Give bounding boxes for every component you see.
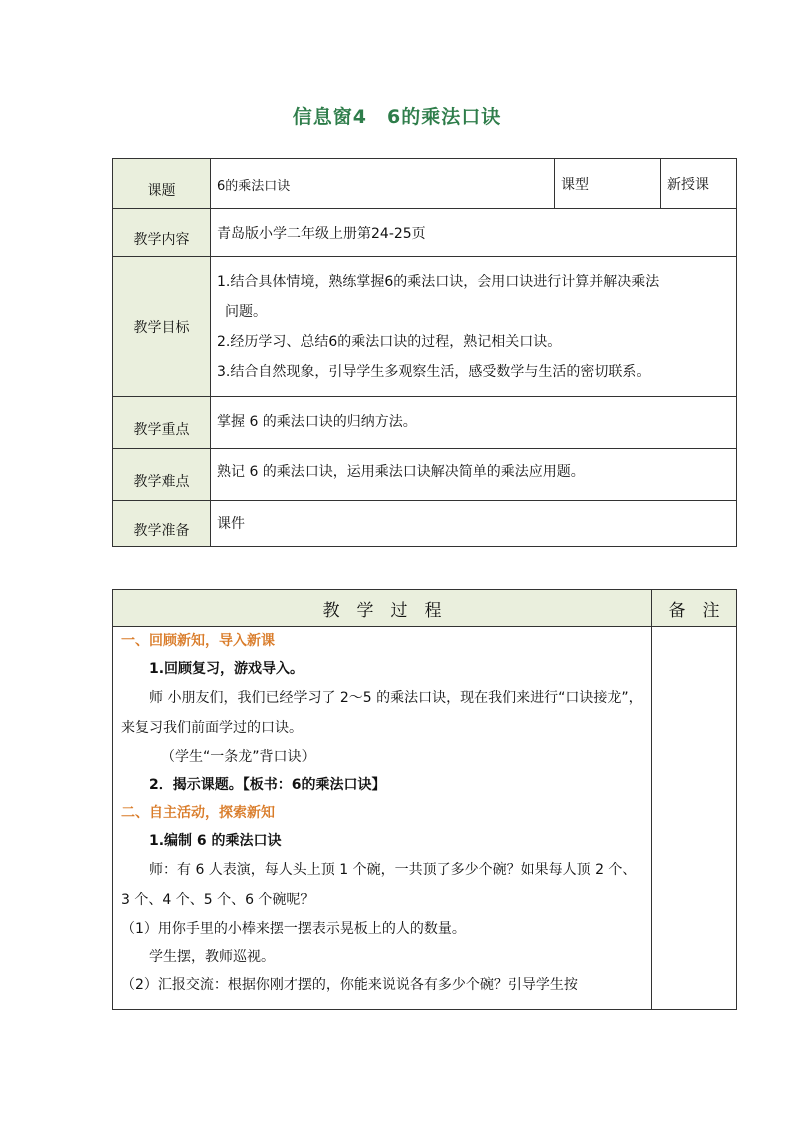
goal-line-1-cont: 问题。: [225, 303, 267, 320]
s1-step-1: 1.回顾复习，游戏导入。: [149, 661, 305, 677]
goals-label: 教学目标: [133, 319, 190, 336]
key-value: 掌握 6 的乘法口诀的归纳方法。: [211, 397, 737, 449]
process-header: 教 学 过 程: [113, 590, 652, 627]
content-label: 教学内容: [133, 231, 190, 248]
key-label: 教学重点: [133, 421, 190, 438]
s1-step-2: 2．揭示课题。【板书：6的乘法口诀】: [149, 777, 386, 793]
goals-cell: [211, 257, 737, 397]
goals-label-cell: [113, 257, 211, 397]
notes-header: 备 注: [652, 590, 737, 627]
page-title: 信息窗4 6的乘法口诀: [292, 106, 502, 128]
s2-teacher-text: 师：有 6 人表演，每人头上顶 1 个碗，一共顶了多少个碗？如果每人顶 2 个、3 个、4 个、5 个、6 个碗呢？: [121, 862, 637, 908]
difficulty-label-cell: [113, 449, 211, 501]
topic-value: 6的乘法口诀: [211, 159, 555, 209]
type-value: 新授课: [661, 159, 737, 209]
teaching-process-table: [112, 589, 737, 1010]
prep-label-cell: [113, 501, 211, 547]
s2-question-1-note: 学生摆，教师巡视。: [149, 949, 275, 965]
key-label-cell: [113, 397, 211, 449]
goal-line-3: 3.结合自然现象，引导学生多观察生活，感受数学与生活的密切联系。: [217, 363, 651, 380]
s1-teacher-text: 师 小朋友们，我们已经学习了 2～5 的乘法口诀，现在我们来进行“口诀接龙”，来复习我们前面学过的口诀。: [121, 690, 643, 736]
difficulty-value: 熟记 6 的乘法口诀，运用乘法口诀解决简单的乘法应用题。: [211, 449, 737, 501]
notes-cell: [652, 627, 737, 1010]
content-value: 青岛版小学二年级上册第24-25页: [211, 209, 737, 257]
prep-label: 教学准备: [133, 522, 190, 539]
process-body: [113, 627, 652, 1010]
goal-line-1: 1.结合具体情境，熟练掌握6的乘法口诀，会用口诀进行计算并解决乘法: [217, 273, 660, 290]
section-2-title: 二、自主活动，探索新知: [121, 805, 275, 821]
lesson-info-table: [112, 158, 737, 547]
section-1-title: 一、回顾新知，导入新课: [121, 633, 275, 649]
type-label: 课型: [555, 159, 661, 209]
s2-step-1: 1.编制 6 的乘法口诀: [149, 833, 282, 849]
s2-question-2: （2）汇报交流：根据你刚才摆的，你能来说说各有多少个碗？引导学生按: [121, 977, 578, 993]
topic-label-cell: [113, 159, 211, 209]
difficulty-label: 教学难点: [133, 473, 190, 490]
topic-label: 课题: [147, 182, 176, 199]
prep-value: 课件: [211, 501, 737, 547]
content-label-cell: [113, 209, 211, 257]
s2-question-1: （1）用你手里的小棒来摆一摆表示晃板上的人的数量。: [121, 921, 466, 937]
goal-line-2: 2.经历学习、总结6的乘法口诀的过程，熟记相关口诀。: [217, 333, 562, 350]
s1-students-text: （学生“一条龙”背口诀）: [161, 749, 316, 765]
